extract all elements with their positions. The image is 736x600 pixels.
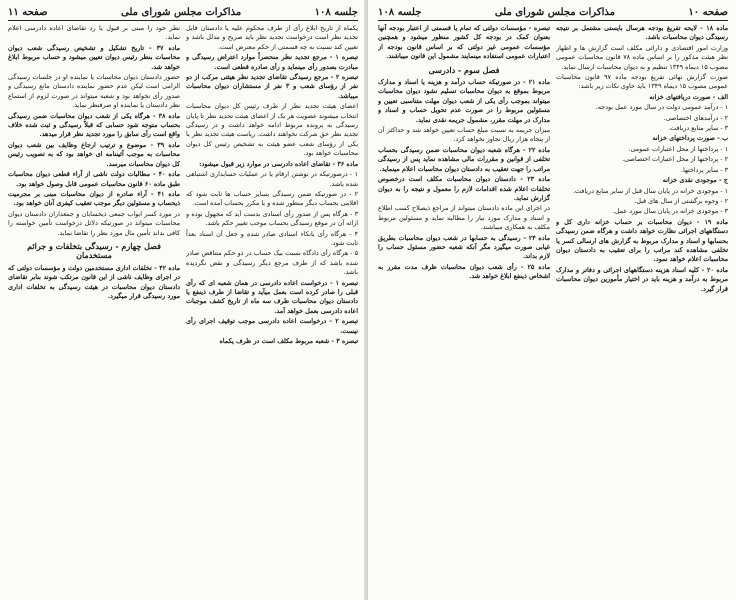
right-page-column-right [556,24,728,598]
article-paragraph: ماده ۱۹ - دیوان محاسبات بر حساب خزانه داری کل و دستگاههای اجرائی نظارت خواهد داشت و هرگاه ضمن رسیدگی بحسابها و اسناد و مدارک مربوط به گزارش های ارسالی کسر یا تخلفی مشاهده کند مراتب را برای تعقیب به دادستان دیوان محاسبات اعلام خواهد نمود. [556,217,728,264]
article-paragraph: ماده ۴۰ - مطالبات دولت ناشی از آراء قطعی دیوان محاسبات طبق ماده ۶۰ قانون محاسبات عمومی قابل وصول خواهد بود. [8,170,180,188]
body-paragraph: ۱ - پرداختها از محل اعتبارات عمومی. [628,144,728,153]
body-paragraph: در اجرای این ماده دادستان میتواند از مراجع ذیصلاح کسب اطلاع و اسناد و مدارک مورد نیاز را مطالبه نماید و مسئولین مربوط مکلف به همکاری میباشند. [378,204,550,232]
body-paragraph: نظر خود را مبنی بر قبول یا رد تقاضای اعاده دادرسی اعلام نماید. [8,24,180,42]
body-paragraph: ۲ - وجوه برگشتی از سال های قبل. [634,196,728,205]
article-paragraph: ماده ۲۱ - در صورتیکه حساب درآمد و هزینه یا اسناد و مدارک مربوط بموقع به دیوان محاسبات تسلیم نشود دیوان محاسبات میتواند بموجب رأی یکی از شعب دیوان مهلت متناسبی تعیین و مسئولین مربوط را در صورت عدم تحویل حساب و اسناد و مدارک در مهلت مقرر، مشمول جریمه نقدی نماید. [378,78,550,124]
article-paragraph: ماده ۴۱ - آراء صادره از دیوان محاسبات مبنی بر مجرمیت ذیحساب و مسئولین دیگر موجب تعقیب کیفری آنان خواهد بود. [8,189,180,208]
body-paragraph: ۲ - در صورتیکه ضمن رسیدگی بسایر حساب ها ثابت شود که اقلامی بحساب دیگر منظور شده و یا مکرر بحساب آمده است. [186,189,358,208]
section-heading: فصل چهارم - رسیدگی بتخلفات و جرائم مستخدمان [27,240,161,261]
article-paragraph: ماده ۳۸ - هرگاه یکی از شعب دیوان محاسبات ضمن رسیدگی بحساب متوجه شود حسابی که قبلاً رسیدگی و ثبت شده خلاف واقع است رأی سابق را مورد تجدید نظر قرار میدهد. [8,111,180,139]
body-paragraph: ۳ - موجودی خزانه در پایان سال مورد عمل. [612,207,728,216]
article-paragraph: ماده ۲۲ - هرگاه شعبه دیوان محاسبات ضمن رسیدگی بحساب تخلفی از قوانین و مقررات مالی مشاهده نماید پس از رسیدگی مراتب را جهت تعقیب به دادستان دیوان محاسبات اعلام مینماید. [378,145,550,173]
body-paragraph: ۱ - درآمد عمومی دولت در سال مورد عمل بودجه. [595,103,728,112]
body-paragraph: ۲ - درآمدهای اختصاصی. [663,113,728,122]
left-page-session: جلسه ۱۰۸ [314,6,358,18]
left-page-header [8,4,358,21]
right-page-number: صفحه ۱۰ [688,6,728,18]
article-paragraph: ماده ۳۶ - تقاضای اعاده دادرسی در موارد زیر قبول میشود: [199,159,358,168]
article-paragraph: ماده ۳۹ - موضوع و ترتیب ارجاع وظایف بین شعب دیوان محاسبات به موجب آئیننامه ای خواهد بود که به تصویب رئیس کل دیوان محاسبات میرسد. [8,140,180,168]
article-paragraph: ماده ۲۴ - رسیدگی به حسابها در شعب دیوان محاسبات بطریق غیابی صورت میگیرد مگر آنکه شعبه حضور مسئول حساب را لازم بداند. [378,233,550,261]
right-page-title: مذاکرات مجلس شورای ملی [494,6,615,18]
article-paragraph: ب - صورت پرداختهای خزانه [652,134,728,143]
left-page-column-right [186,24,358,598]
article-paragraph: ماده ۲۵ - رأی شعب دیوان محاسبات ظرف مدت مقرر به اشخاص ذینفع ابلاغ خواهد شد. [378,262,550,281]
section-heading: فصل سوم - دادرسی [428,64,500,75]
body-paragraph: ۱ - درصورتیکه در نوشتن ارقام یا در عملیات حسابداری اشتباهی شده باشد. [186,170,358,188]
body-paragraph: ۵ - هرگاه رأی دادگاه نسبت بیک حساب در دو حکم متناقض صادر شده باشد که از طرف مرجع دیگر رسیدگی و نقض نگردیده باشد. [186,249,358,277]
article-paragraph: تبصره ۳ - شعبه مربوط مکلف است در ظرف یکماه [219,337,358,345]
right-page-column-left [378,24,550,598]
body-paragraph: ۱ - موجودی خزانه در پایان سال قبل از سایر منابع دریافت. [572,186,728,195]
article-paragraph: تبصره ۲ - درخواست اعاده دادرسی موجب توقیف اجرای رأی نیست. [186,317,358,335]
article-paragraph: ماده ۱۸ - لایحه تفریغ بودجه هرسال بایستی مشتمل بر نتیجه رسیدگی دیوان محاسبات باشد. [556,24,728,42]
right-page [368,0,736,600]
article-paragraph: ج - موجودی نقدی خزانه [662,176,728,185]
body-paragraph: ۳ - هرگاه پس از صدور رأی اسنادی بدست آید که مجهول بوده و ارائه آن در موقع رسیدگی بحساب موجب تغییر حکم باشد. [186,209,358,228]
left-page-number: صفحه ۱۱ [8,6,48,18]
left-page-columns [8,24,358,598]
body-paragraph: در مورد کسر ابواب جمعی ذیحسابان و جمعداران دادستان دیوان محاسبات میتواند در صورتیکه دلائل درخواست تأمین خواسته را کافی بداند تأمین مال مورد نظر را تقاضا نماید. [8,209,180,237]
body-paragraph: یکماه از تاریخ ابلاغ رأی از طرف محکوم علیه یا دادستان قابل تجدید نظر است درخواست تجدید نظر باید صریح و مدلل باشد و تعیین کند نسبت به چه قسمتی از حکم معترض است. [186,24,358,51]
article-paragraph: ماده ۳۷ - تاریخ تشکیل و تشخیص رسیدگی شعب دیوان محاسبات بنظر رئیس دیوان تعیین میشود و حساب مربوط ابلاغ خواهد شد. [8,43,180,71]
article-paragraph: تبصره - مؤسسات دولتی که تمام یا قسمتی از اعتبار بودجه آنها بعنوان کمک در بودجه کل کشور منظور میشود و همچنین مؤسسات عمومی غیر دولتی که بر اساس قانون بودجه از اعتبارات عمومی استفاده مینمایند مشمول این قانون میباشند. [378,24,550,61]
right-page-header [378,4,728,21]
body-paragraph: ۲ - پرداختها از محل اعتبارات اختصاصی. [622,155,728,164]
left-page-column-left [8,24,180,598]
article-paragraph: تبصره ۱ - مرجع تجدید نظر منحصراً موارد اعتراض رسیدگی و مبادرت بصدور رأی مینماید و رأی صادره قطعی است. [186,53,358,71]
body-paragraph: ۳ - سایر منابع دریافت. [668,124,728,133]
body-paragraph: اعضای هیئت تجدید نظر از طرف رئیس کل دیوان محاسبات انتخاب میشوند عضویت هر یک از اعضای هیئت تجدید نظر تا پایان رسیدگی به پرونده مربوط ادامه خواهد داشت و در رسیدگی تجدید نظر حق شرکت نخواهند داشت. ریاست هیئت تجدید نظر با یکی از رؤسای شعب عضو هیئت به تشخیص رئیس کل دیوان محاسبات خواهد بود. [186,102,358,158]
article-paragraph: ماده ۲۰ - کلیه اسناد هزینه دستگاههای اجرائی و دفاتر و مدارک مربوط به درآمد و هزینه باید در اختیار مأمورین دیوان محاسبات قرار گیرد. [556,265,728,293]
body-paragraph: ۴ - هرگاه رأی بانکاء اسنادی صادر شده و جعل آن اسناد بعداً ثابت شود. [186,229,358,247]
right-page-columns [378,24,728,598]
article-paragraph: ماده ۲۳ - دادستان دیوان محاسبات مکلف است درخصوص تخلفات اعلام شده اقدامات لازم را معمول و نتیجه را به دیوان گزارش نماید. [378,175,550,202]
right-page-session: جلسه ۱۰۸ [378,6,422,18]
left-page-title: مذاکرات مجلس شورای ملی [121,6,242,18]
body-paragraph: ۳ - سایر پرداختها. [680,165,728,174]
body-paragraph: وزارت امور اقتصادی و دارائی مکلف است گزارش ها و اظهار نظر هیئت مذکور را بر اساس ماده ۷۸ قانون محاسبات عمومی مصوب ۱۵ دیماه ۱۳۴۹ تنظیم و به دیوان محاسبات ارسال نماید. [556,43,728,71]
body-paragraph: صورت گزارش نهائی تفریغ بودجه ماده ۹۷ قانون محاسبات عمومی مصوب ۱۵ دیماه ۱۳۴۹ باید حاوی نکات زیر باشد: [556,73,728,91]
body-paragraph: میزان جریمه به نسبت مبلغ حساب تعیین خواهد شد و حداکثر آن از پنجاه هزار ریال تجاوز نخواهد کرد. [378,126,550,144]
article-paragraph: الف - صورت دریافتهای خزانه [649,92,728,101]
article-paragraph: تبصره ۱ - درخواست اعاده دادرسی در همان شعبه ای که رأی قبلی را صادر کرده است بعمل میآید و تقاضا از طرف ذینفع یا دادستان دیوان محاسبات ظرف سه ماه از تاریخ کشف موجبات اعاده دادرسی بعمل خواهد آمد. [186,278,358,315]
article-paragraph: ماده ۴۲ - تخلفات اداری مستخدمین دولت و مؤسسات دولتی که در اجرای وظایف ناشی از این قانون مرتکب شوند بنابر تقاضای دادستان دیوان محاسبات در هیئت رسیدگی به تخلفات اداری مورد رسیدگی قرار میگیرد. [8,263,180,300]
article-paragraph: تبصره ۲ - مرجع رسیدگی تقاضای تجدید نظر هیئتی مرکب از دو نفر از رؤسای شعب و ۳ نفر از مستشاران دیوان محاسبات میباشد. [186,73,358,100]
body-paragraph: حضور دادستان دیوان محاسبات یا نماینده او در جلسات رسیدگی الزامی است لیکن عدم حضور نماینده دادستان مانع رسیدگی و صدور رأی نخواهد بود و شعبه میتواند در صورت لزوم از استماع نظر دادستان یا نماینده او صرفنظر نماید. [8,73,180,110]
